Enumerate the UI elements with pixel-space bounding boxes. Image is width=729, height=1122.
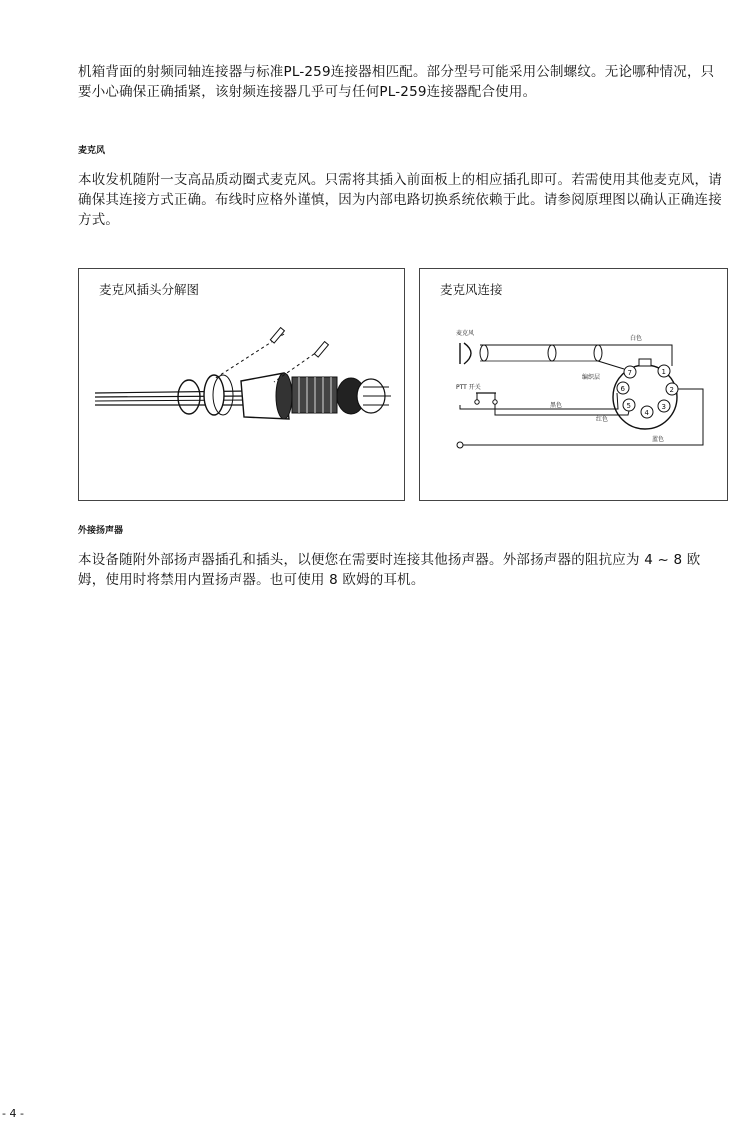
red-wire-label: 红色	[596, 416, 609, 423]
pin-5: 5	[626, 402, 631, 410]
mic-label: 麦克风	[456, 330, 475, 337]
mic-connection-schematic	[420, 269, 729, 502]
pin-1: 1	[661, 368, 666, 376]
pin-4: 4	[644, 409, 649, 417]
ptt-switch-label: PTT 开关	[456, 384, 481, 391]
black-wire-label: 黑色	[550, 402, 563, 409]
mic-plug-figure-title: 麦克风插头分解图	[99, 282, 200, 297]
blue-wire-label: 蓝色	[652, 436, 665, 443]
connector-pins	[617, 365, 678, 418]
pin-2: 2	[669, 386, 674, 394]
mic-connection-figure-title: 麦克风连接	[440, 282, 503, 297]
microphone-paragraph: 本收发机随附一支高品质动圈式麦克风。只需将其插入前面板上的相应插孔即可。若需使用其他麦克风，请确保其连接方式正确。布线时应格外谨慎，因为内部电路切换系统依赖于此。请参阅原理图以确认正确连接方式。	[78, 172, 722, 228]
page-number: - 4 -	[2, 1107, 24, 1120]
mic-plug-exploded-figure	[78, 268, 405, 501]
white-wire-label: 白色	[630, 335, 643, 342]
microphone-heading: 麦克风	[78, 146, 106, 156]
pin-6: 6	[620, 385, 625, 393]
mic-connection-figure	[419, 268, 728, 501]
external-speaker-heading: 外接扬声器	[78, 526, 124, 536]
shield-label: 编织层	[582, 374, 601, 381]
mic-plug-exploded-drawing	[79, 269, 406, 502]
rf-connector-paragraph: 机箱背面的射频同轴连接器与标准PL-259连接器相匹配。部分型号可能采用公制螺纹。无论哪种情况，只要小心确保正确插紧，该射频连接器几乎可与任何PL-259连接器配合使用。	[78, 64, 715, 100]
pin-3: 3	[661, 403, 666, 411]
pin-7: 7	[627, 369, 632, 377]
external-speaker-paragraph: 本设备随附外部扬声器插孔和插头，以便您在需要时连接其他扬声器。外部扬声器的阻抗应为 4 ~ 8 欧姆，使用时将禁用内置扬声器。也可使用 8 欧姆的耳机。	[78, 552, 701, 588]
